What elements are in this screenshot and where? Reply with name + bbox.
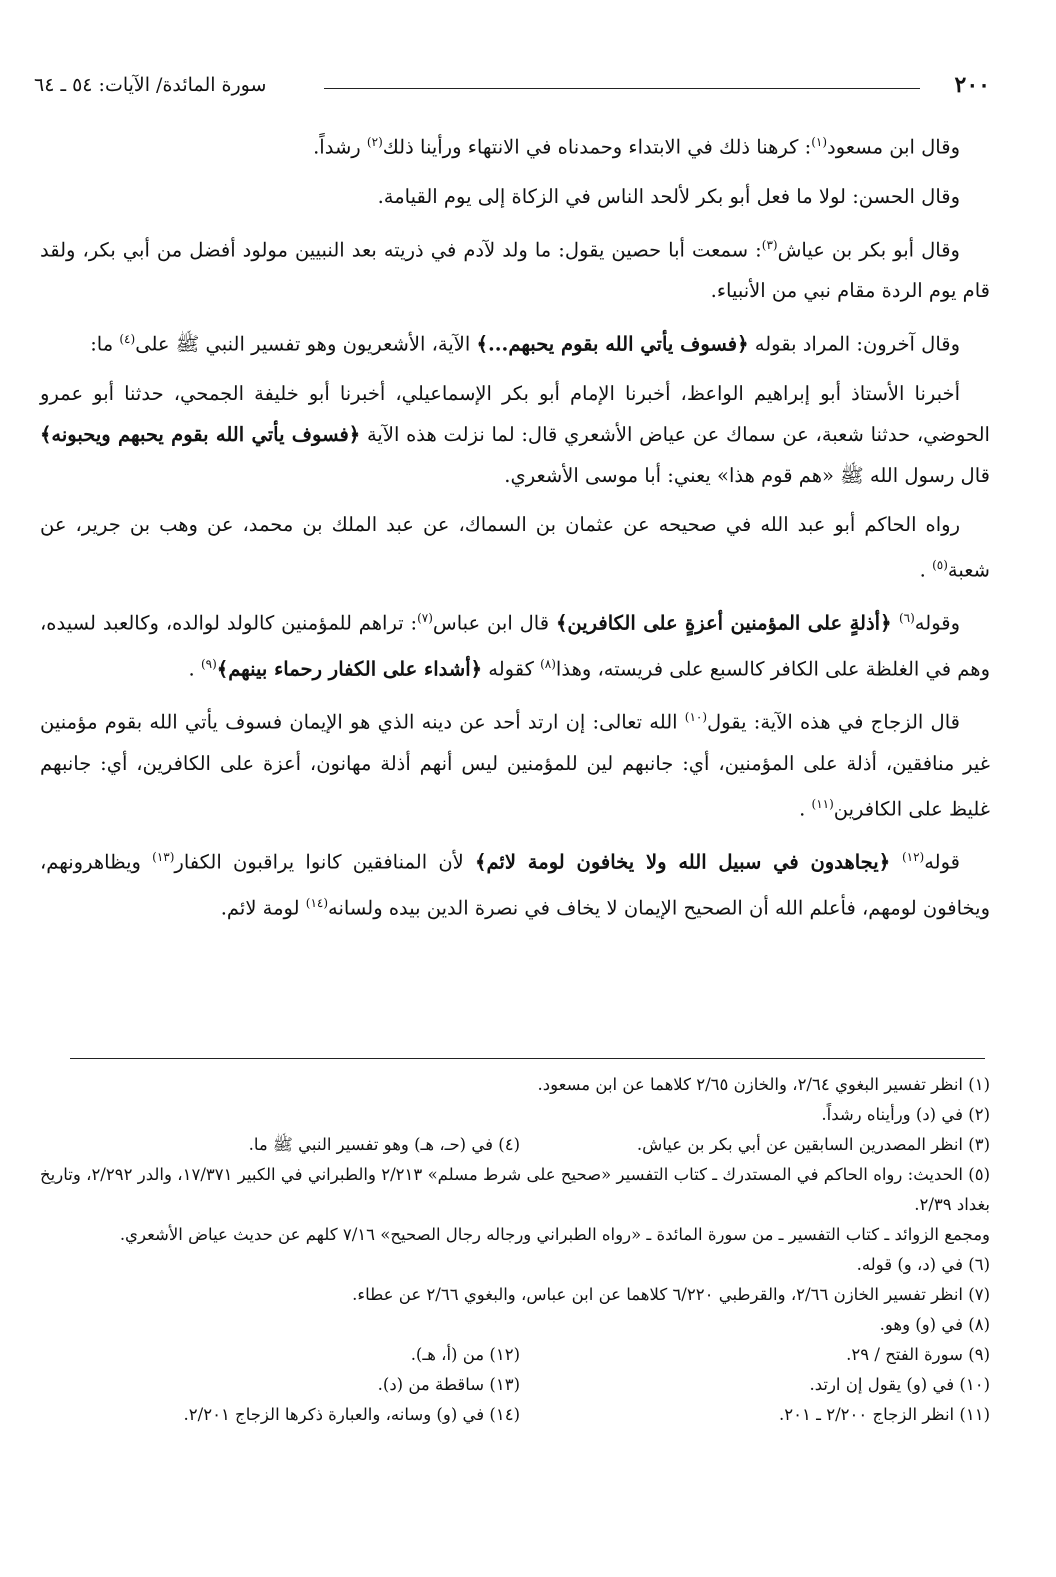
footnote-marker: (١٠) <box>684 710 708 724</box>
paragraph-1 <box>40 122 990 168</box>
footnote-marker: (١) <box>811 135 828 149</box>
footnote-12: (١٢) من (أ، هـ). <box>410 1345 520 1364</box>
text-run: وقال الحسن: لولا ما فعل أبو بكر لألحد الناس في الزكاة إلى يوم القيامة. <box>377 184 960 208</box>
text-run: لأن المنافقين كانوا يراقبون الكفار <box>174 850 476 874</box>
text-run: . <box>799 797 812 820</box>
quran-verse: ﴿أذلةٍ على المؤمنين أعزةٍ على الكافرين﴾ <box>555 611 899 635</box>
running-header <box>34 68 990 102</box>
quran-verse: ﴿فسوف يأتي الله بقوم يحبهم...﴾ <box>476 332 749 356</box>
footnote-row <box>40 1340 990 1370</box>
text-run: قال ابن عباس <box>432 611 556 635</box>
footnote-6: (٦) في (د، و) قوله. <box>856 1255 990 1274</box>
footnote-marker: (٢) <box>366 135 383 149</box>
text-run: ما: <box>90 332 120 356</box>
footnote-row <box>40 1370 990 1400</box>
text-run: : تراهم للمؤمنين كالولد لوالده، وكالعبد لسيده، وهم في الغلظة على الكافر كالسبع على فريسته، وهذا <box>40 611 990 680</box>
footnote-marker: (٤) <box>119 332 136 346</box>
paragraph-7 <box>40 598 990 689</box>
header-rule <box>324 88 920 89</box>
footnote-14: (١٤) في (و) وسانه، والعبارة ذكرها الزجاج ٢/٢٠١. <box>183 1405 520 1424</box>
text-run: رواه الحاكم أبو عبد الله في صحيحه عن عثمان بن السماك، عن عبد الملك بن محمد، عن وهب بن جرير، عن شعبة <box>40 512 990 581</box>
footnote-10: (١٠) في (و) يقول إن ارتد. <box>809 1375 990 1394</box>
footnote-divider <box>70 1058 985 1059</box>
quran-verse: ﴿فسوف يأتي الله بقوم يحبهم ويحبونه﴾ <box>40 422 361 446</box>
text-run: وقال أبو بكر بن عياش <box>777 238 960 261</box>
footnote-marker: (٧) <box>417 611 433 625</box>
main-text <box>40 122 990 936</box>
text-run: لومة لائم. <box>220 896 306 919</box>
paragraph-2 <box>40 176 990 217</box>
text-run: قال الزجاج في هذه الآية: يقول <box>707 710 960 734</box>
paragraph-6 <box>40 504 990 591</box>
paragraph-5 <box>40 373 990 496</box>
paragraph-4 <box>40 319 990 365</box>
text-run: : كرهنا ذلك في الابتداء وحمدناه في الانتهاء ورأينا ذلك <box>382 135 812 159</box>
footnote-8: (٨) في (و) وهو. <box>879 1315 990 1334</box>
footnote-marker: (١٣) <box>152 850 175 864</box>
text-run: وقال آخرون: المراد بقوله <box>748 332 960 356</box>
footnote-2: (٢) في (د) ورأيناه رشداً. <box>821 1105 990 1124</box>
text-run: ويظاهرونهم، ويخافون لومهم، فأعلم الله أن الصحيح الإيمان لا يخاف في نصرة الدين بيده ولسانه <box>40 850 990 919</box>
footnote-marker: (٥) <box>932 557 948 572</box>
paragraph-3 <box>40 225 990 312</box>
footnote-9: (٩) سورة الفتح / ٢٩. <box>846 1345 990 1364</box>
paragraph-9 <box>40 837 990 928</box>
text-run: الآية، الأشعريون وهو تفسير النبي ﷺ على <box>135 332 477 356</box>
footnote-marker: (١٢) <box>901 850 925 864</box>
footnote-3: (٣) انظر المصدرين السابقين عن أبي بكر بن عياش. <box>636 1135 990 1154</box>
text-run: رشداً. <box>313 135 367 159</box>
text-run: وقوله <box>914 611 961 635</box>
footnote-1: (١) انظر تفسير البغوي ٢/٦٤، والخازن ٢/٦٥ كلاهما عن ابن مسعود. <box>537 1075 990 1094</box>
footnote-13: (١٣) ساقطة من (د). <box>377 1375 520 1394</box>
text-run: قال رسول الله ﷺ «هم قوم هذا» يعني: أبا موسى الأشعري. <box>504 463 990 487</box>
page-number: ٢٠٠ <box>954 72 990 98</box>
footnote-5: (٥) الحديث: رواه الحاكم في المستدرك ـ كتاب التفسير «صحيح على شرط مسلم» ٢/٢١٣ والطبراني في الكبير ١٧/٣٧١، والدر ٢/٢٩٢، وتاريخ بغداد ٢/٣٩. <box>40 1165 990 1214</box>
text-run: الله تعالى: إن ارتد أحد عن دينه الذي هو الإيمان فسوف يأتي الله بقوم مؤمنين غير منافقين، أذلة على المؤمنين، أي: جانبهم لين للمؤمنين ليس أنهم أذلة مهانون، أعزة على الكافرين، أي: جانبهم غليظ على الكافرين <box>40 710 990 820</box>
footnote-5-continued: ومجمع الزوائد ـ كتاب التفسير ـ من سورة المائدة ـ «رواه الطبراني ورجاله رجال الصحيح» ٧/١٦ كلهم عن حديث عياض الأشعري. <box>119 1225 990 1244</box>
footnote-row <box>40 1130 990 1160</box>
footnote-marker: (١٤) <box>305 895 329 910</box>
footnote-marker: (٩) <box>200 656 217 671</box>
quran-verse: ﴿يجاهدون في سبيل الله ولا يخافون لومة لائم﴾ <box>475 850 902 874</box>
footnote-marker: (٣) <box>761 237 778 252</box>
text-run: قوله <box>924 850 960 874</box>
footnote-marker: (٦) <box>898 611 915 625</box>
quran-verse: ﴿أشداء على الكفار رحماء بينهم﴾ <box>216 657 483 680</box>
footnote-7: (٧) انظر تفسير الخازن ٢/٦٦، والقرطبي ٦/٢٢٠ كلاهما عن ابن عباس، والبغوي ٢/٦٦ عن عطاء. <box>352 1285 990 1304</box>
text-run: أخبرنا الأستاذ أبو إبراهيم الواعظ، أخبرنا الإمام أبو بكر الإسماعيلي، أخبرنا أبو خليفة الجمحي، حدثنا أبو عمرو الحوضي، حدثنا شعبة، عن سماك عن عياض الأشعري قال: لما نزلت هذه الآية <box>40 381 990 446</box>
text-run: . <box>188 657 201 680</box>
text-run: . <box>919 558 933 581</box>
running-title: سورة المائدة/ الآيات: ٥٤ ـ ٦٤ <box>34 74 267 96</box>
text-run: وقال ابن مسعود <box>827 135 960 159</box>
footnote-marker: (٨) <box>540 656 556 671</box>
footnotes <box>40 1070 990 1430</box>
text-run: : سمعت أبا حصين يقول: ما ولد لآدم في ذريته بعد النبيين مولود أفضل من أبي بكر، ولقد قام يوم الردة مقام نبي من الأنبياء. <box>40 238 990 302</box>
paragraph-8 <box>40 697 990 829</box>
footnote-11: (١١) انظر الزجاج ٢/٢٠٠ ـ ٢٠١. <box>779 1405 990 1424</box>
footnote-4: (٤) في (حـ، هـ) وهو تفسير النبي ﷺ ما. <box>248 1135 520 1154</box>
footnote-marker: (١١) <box>811 796 834 811</box>
footnote-row <box>40 1400 990 1430</box>
text-run: كقوله <box>482 657 541 680</box>
